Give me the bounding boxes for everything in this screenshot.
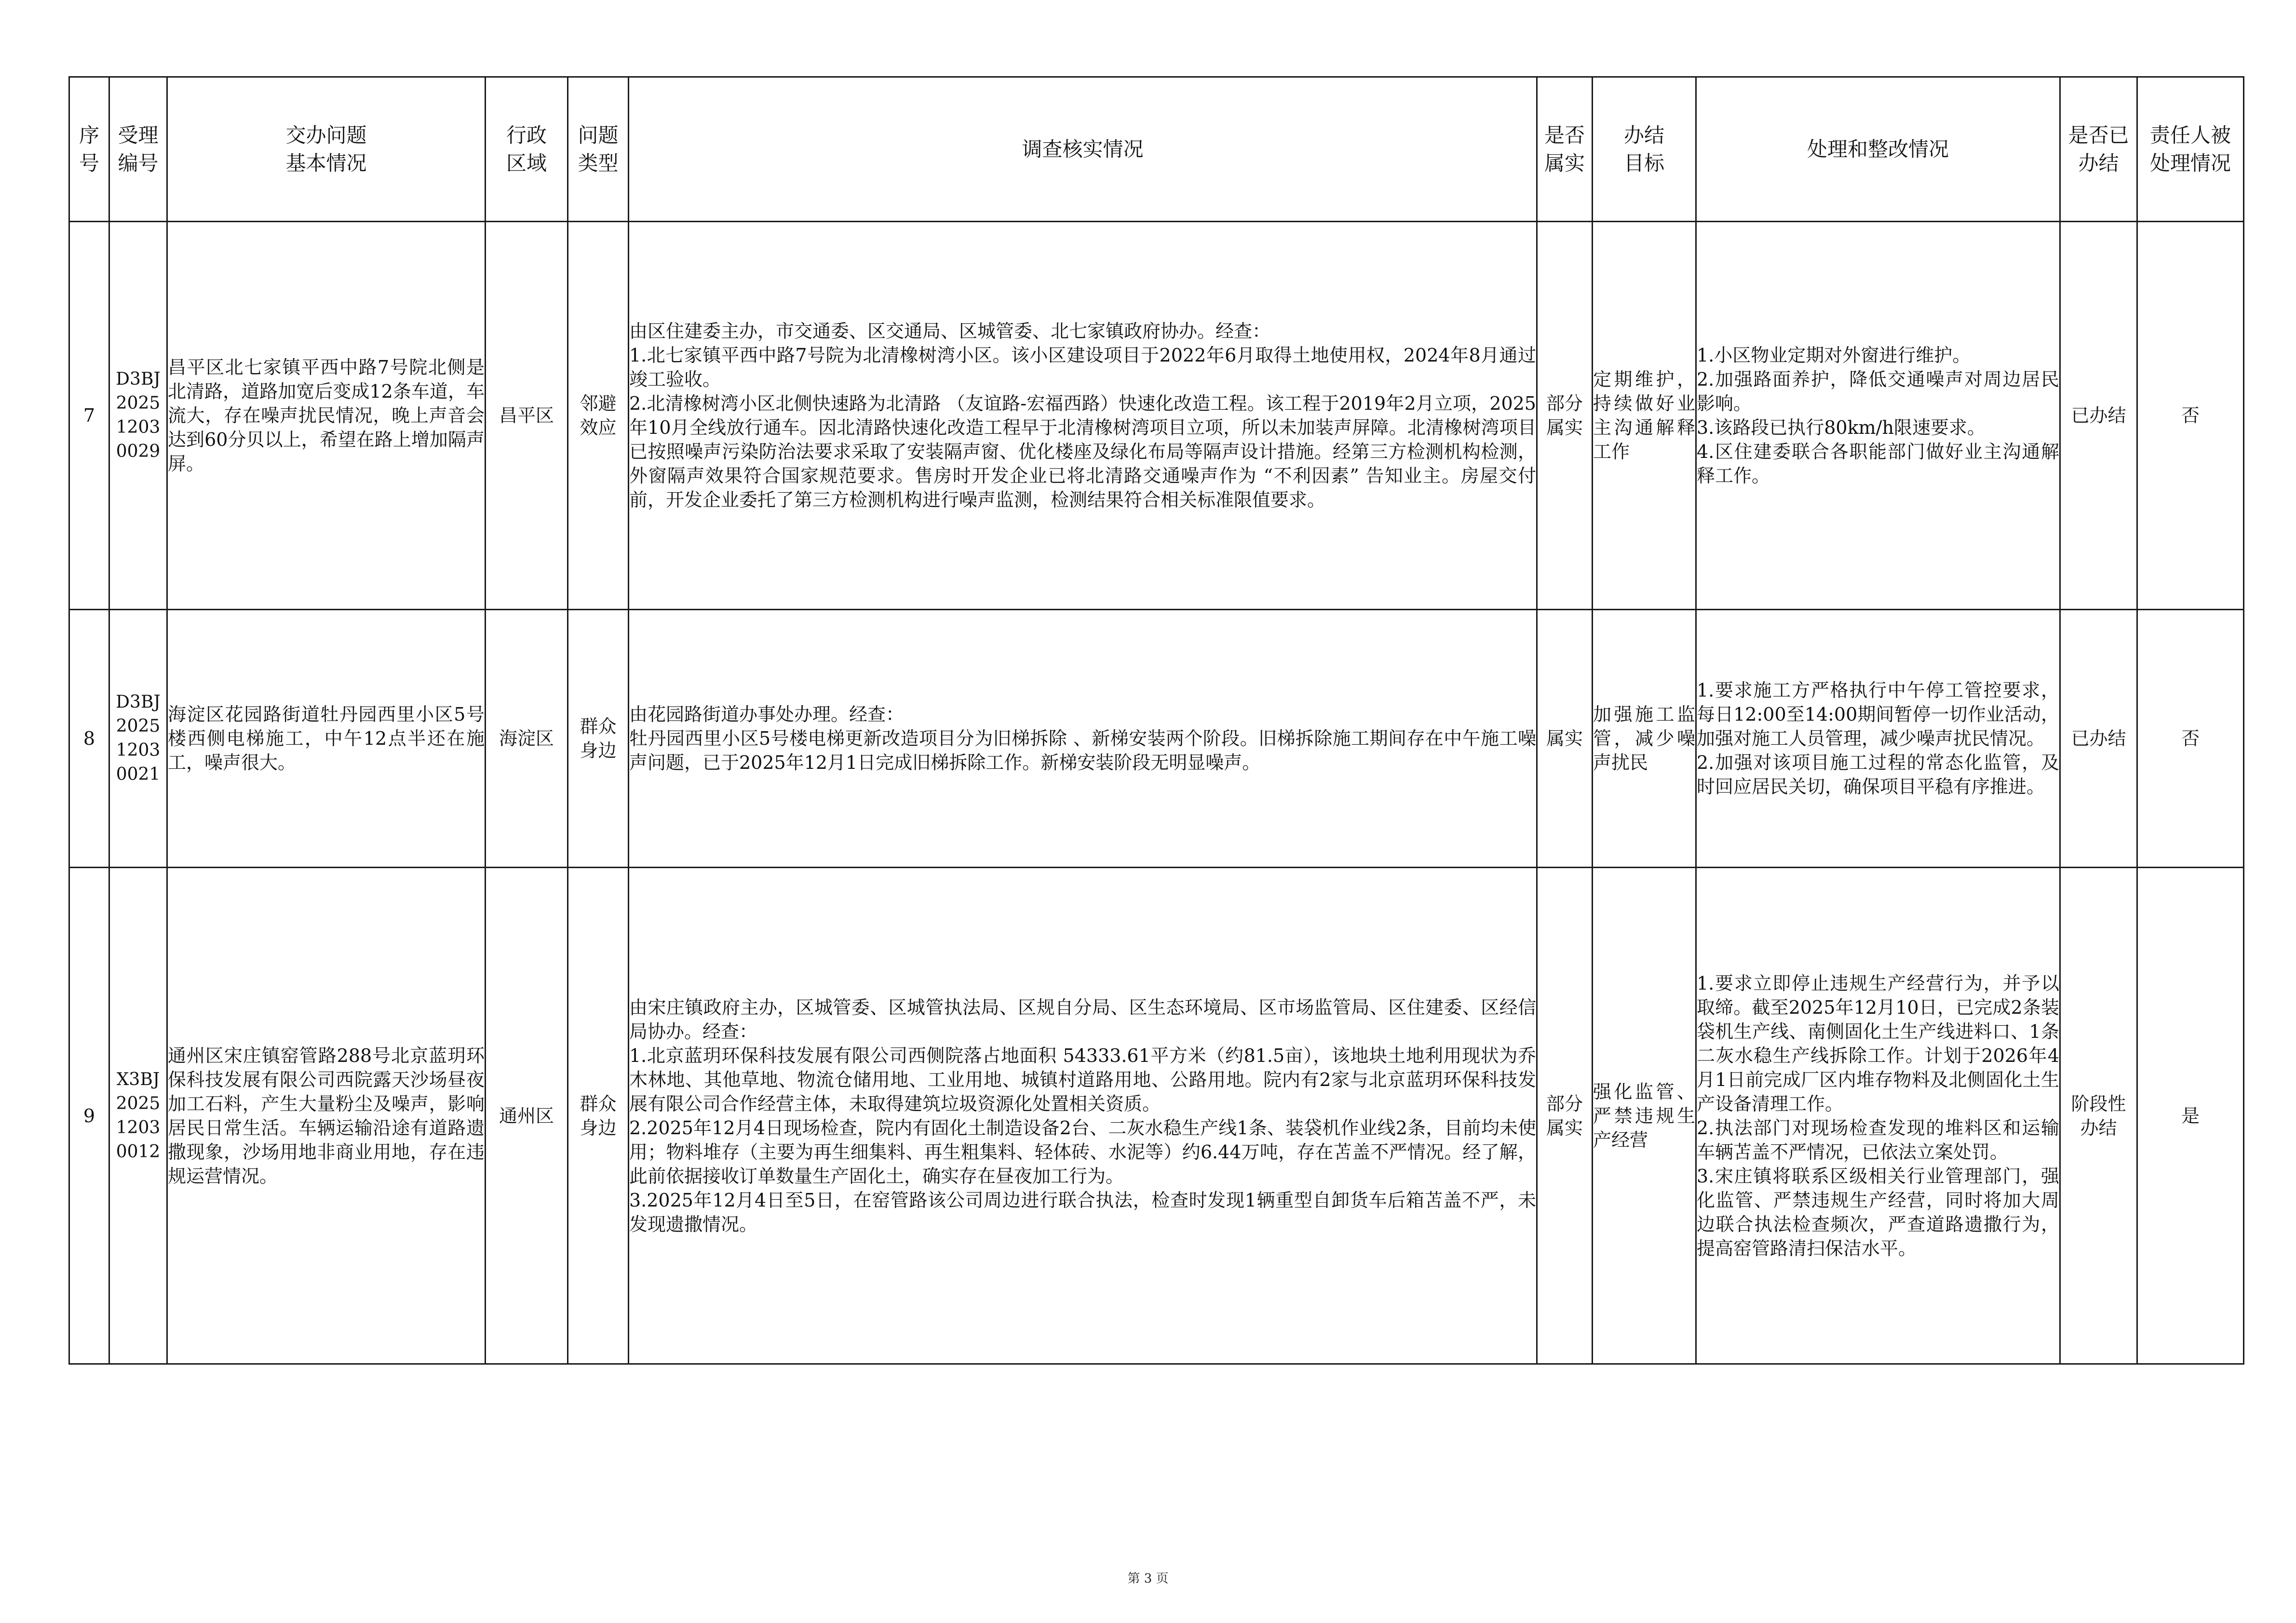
header-district: 行政 区域 xyxy=(486,77,568,222)
cell-done: 已办结 xyxy=(2060,222,2137,610)
cell-true: 属实 xyxy=(1537,610,1593,868)
cell-target: 强化监管、严禁违规生产经营 xyxy=(1593,868,1696,1364)
cell-handling: 1.要求施工方严格执行中午停工管控要求，每日12:00至14:00期间暂停一切作业活动，加强对施工人员管理，减少噪声扰民情况。 2.加强对该项目施工过程的常态化监管，及时回应居民关切，确保项目平稳有序推进。 xyxy=(1696,610,2060,868)
cell-seq: 8 xyxy=(69,610,109,868)
cell-investigation: 由宋庄镇政府主办，区城管委、区城管执法局、区规自分局、区生态环境局、区市场监管局、区住建委、区经信局协办。经查： 1.北京蓝玥环保科技发展有限公司西侧院落占地面积 54333.61平方米（约81.5亩），该地块土地利用现状为乔木林地、其他草地、物流仓储用地、工业用地、城镇村道路用地、公路用地。院内有2家与北京蓝玥环保科技发展有限公司合作经营主体，未取得建筑垃圾资源化处置相关资质。 2.2025年12月4日现场检查，院内有固化土制造设备2台、二灰水稳生产线1条、装袋机作业线2条，目前均未使用；物料堆存（主要为再生细集料、再生粗集料、轻体砖、水泥等）约6.44万吨，存在苫盖不严情况。经了解，此前依据接收订单数量生产固化土，确实存在昼夜加工行为。 3.2025年12月4日至5日，在窑管路该公司周边进行联合执法，检查时发现1辆重型自卸货车后箱苫盖不严，未发现遗撒情况。 xyxy=(629,868,1537,1364)
header-investigation: 调查核实情况 xyxy=(629,77,1537,222)
cell-problem: 通州区宋庄镇窑管路288号北京蓝玥环保科技发展有限公司西院露天沙场昼夜加工石料，产生大量粉尘及噪声，影响居民日常生活。车辆运输沿途有道路遗撒现象，沙场用地非商业用地，存在违规运营情况。 xyxy=(167,868,486,1364)
header-done: 是否已 办结 xyxy=(2060,77,2137,222)
table-row xyxy=(69,222,2244,610)
cell-penalty: 是 xyxy=(2137,868,2244,1364)
header-seq: 序 号 xyxy=(69,77,109,222)
document-sheet xyxy=(68,76,2243,1365)
cell-type: 邻避 效应 xyxy=(568,222,629,610)
case-table xyxy=(68,76,2244,1365)
header-target: 办结 目标 xyxy=(1593,77,1696,222)
cell-penalty: 否 xyxy=(2137,610,2244,868)
header-row xyxy=(69,77,2244,222)
cell-investigation: 由花园路街道办事处办理。经查： 牡丹园西里小区5号楼电梯更新改造项目分为旧梯拆除 、新梯安装两个阶段。旧梯拆除施工期间存在中午施工噪声问题，已于2025年12月1日完成旧梯拆除工作。新梯安装阶段无明显噪声。 xyxy=(629,610,1537,868)
cell-done: 已办结 xyxy=(2060,610,2137,868)
cell-done: 阶段性 办结 xyxy=(2060,868,2137,1364)
cell-district: 海淀区 xyxy=(486,610,568,868)
header-true: 是否 属实 xyxy=(1537,77,1593,222)
cell-true: 部分 属实 xyxy=(1537,868,1593,1364)
header-problem: 交办问题 基本情况 xyxy=(167,77,486,222)
header-type: 问题 类型 xyxy=(568,77,629,222)
header-handling: 处理和整改情况 xyxy=(1696,77,2060,222)
cell-district: 通州区 xyxy=(486,868,568,1364)
cell-problem: 海淀区花园路街道牡丹园西里小区5号楼西侧电梯施工，中午12点半还在施工，噪声很大。 xyxy=(167,610,486,868)
cell-code: D3BJ 2025 1203 0029 xyxy=(109,222,167,610)
cell-target: 加强施工监管，减少噪声扰民 xyxy=(1593,610,1696,868)
header-penalty: 责任人被 处理情况 xyxy=(2137,77,2244,222)
cell-true: 部分 属实 xyxy=(1537,222,1593,610)
cell-handling: 1.要求立即停止违规生产经营行为，并予以取缔。截至2025年12月10日，已完成2条装袋机生产线、南侧固化土生产线进料口、1条二灰水稳生产线拆除工作。计划于2026年4月1日前完成厂区内堆存物料及北侧固化土生产设备清理工作。 2.执法部门对现场检查发现的堆料区和运输车辆苫盖不严情况，已依法立案处罚。 3.宋庄镇将联系区级相关行业管理部门，强化监管、严禁违规生产经营，同时将加大周边联合执法检查频次，严查道路遗撒行为，提高窑管路清扫保洁水平。 xyxy=(1696,868,2060,1364)
header-code: 受理 编号 xyxy=(109,77,167,222)
cell-district: 昌平区 xyxy=(486,222,568,610)
cell-code: X3BJ 2025 1203 0012 xyxy=(109,868,167,1364)
table-row xyxy=(69,868,2244,1364)
cell-investigation: 由区住建委主办，市交通委、区交通局、区城管委、北七家镇政府协办。经查： 1.北七家镇平西中路7号院为北清橡树湾小区。该小区建设项目于2022年6月取得土地使用权，2024年8月通过竣工验收。 2.北清橡树湾小区北侧快速路为北清路 （友谊路-宏福西路）快速化改造工程。该工程于2019年2月立项，2025年10月全线放行通车。因北清路快速化改造工程早于北清橡树湾项目立项，所以未加装声屏障。北清橡树湾项目已按照噪声污染防治法要求采取了安装隔声窗、优化楼座及绿化布局等隔声设计措施。经第三方检测机构检测，外窗隔声效果符合国家规范要求。售房时开发企业已将北清路交通噪声作为 “不利因素” 告知业主。房屋交付前，开发企业委托了第三方检测机构进行噪声监测，检测结果符合相关标准限值要求。 xyxy=(629,222,1537,610)
cell-seq: 9 xyxy=(69,868,109,1364)
page-number: 第 3 页 xyxy=(1127,1571,1169,1586)
cell-type: 群众 身边 xyxy=(568,868,629,1364)
cell-code: D3BJ 2025 1203 0021 xyxy=(109,610,167,868)
cell-problem: 昌平区北七家镇平西中路7号院北侧是北清路，道路加宽后变成12条车道，车流大，存在噪声扰民情况，晚上声音会达到60分贝以上，希望在路上增加隔声屏。 xyxy=(167,222,486,610)
cell-type: 群众 身边 xyxy=(568,610,629,868)
cell-target: 定期维护，持续做好业主沟通解释工作 xyxy=(1593,222,1696,610)
cell-penalty: 否 xyxy=(2137,222,2244,610)
table-row xyxy=(69,610,2244,868)
cell-seq: 7 xyxy=(69,222,109,610)
cell-handling: 1.小区物业定期对外窗进行维护。 2.加强路面养护，降低交通噪声对周边居民影响。 3.该路段已执行80km/h限速要求。 4.区住建委联合各职能部门做好业主沟通解释工作。 xyxy=(1696,222,2060,610)
